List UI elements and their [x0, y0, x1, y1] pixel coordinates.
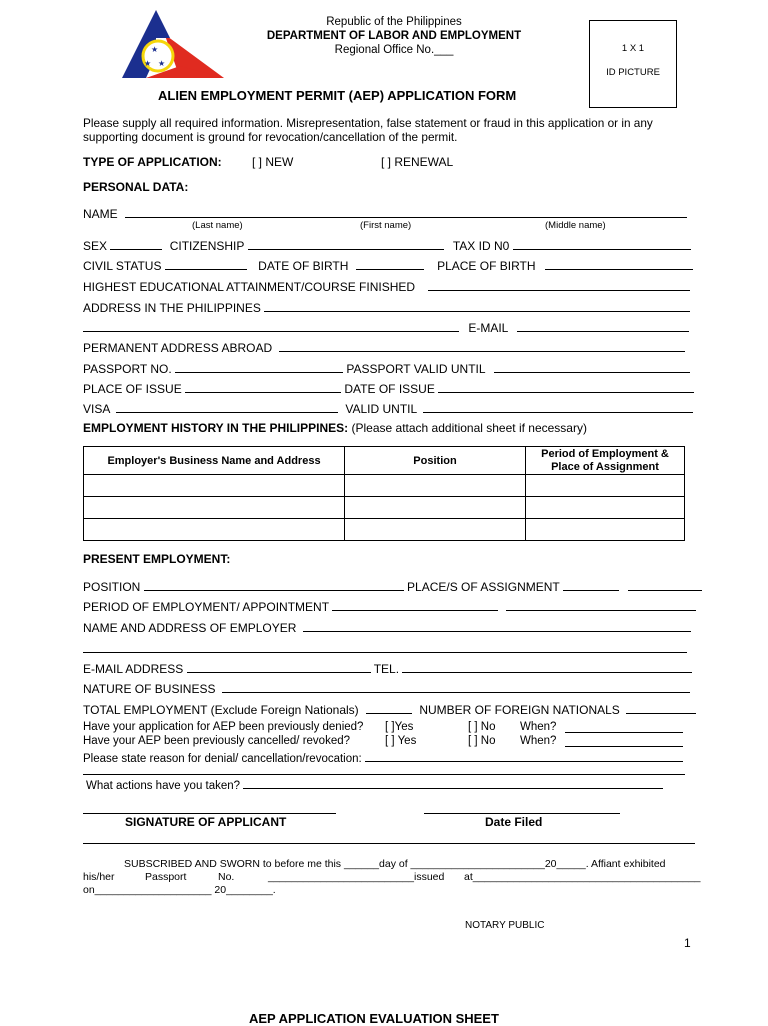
total-employment-field[interactable]: [366, 701, 412, 714]
table-cell[interactable]: [84, 475, 345, 497]
date-filed-line[interactable]: [424, 813, 620, 814]
present-employment-heading: PRESENT EMPLOYMENT:: [83, 552, 231, 566]
email-label: E-MAIL: [468, 321, 508, 335]
permanent-address-label: PERMANENT ADDRESS ABROAD: [83, 341, 273, 355]
education-field[interactable]: [428, 278, 690, 291]
employer-label: NAME AND ADDRESS OF EMPLOYER: [83, 621, 297, 635]
date-of-birth-field[interactable]: [356, 257, 424, 270]
name-label: NAME: [83, 207, 118, 221]
date-of-birth-label: DATE OF BIRTH: [258, 259, 349, 273]
column-period-line-1: Period of Employment &: [541, 447, 669, 460]
total-employment-label: TOTAL EMPLOYMENT (Exclude Foreign Nationals): [83, 703, 359, 717]
table-row: [84, 475, 685, 497]
civil-status-field[interactable]: [165, 257, 247, 270]
oath-no: No.: [218, 871, 235, 883]
valid-until-label: VALID UNTIL: [345, 402, 417, 416]
oath-passport: Passport: [145, 871, 187, 883]
email-field[interactable]: [517, 319, 689, 332]
place-of-issue-field[interactable]: [185, 380, 341, 393]
period-field[interactable]: [332, 598, 498, 611]
civil-status-label: CIVIL STATUS: [83, 259, 162, 273]
svg-text:★: ★: [158, 59, 166, 68]
divider: [83, 843, 695, 844]
column-period-line-2: Place of Assignment: [551, 460, 659, 473]
oath-line-1: SUBSCRIBED AND SWORN to before me this ______day of _______________________20_____. Affiant exhibited: [124, 858, 666, 870]
place-of-issue-label: PLACE OF ISSUE: [83, 382, 182, 396]
oath-line-3: on____________________ 20________.: [83, 884, 276, 896]
address-ph-field-2[interactable]: [83, 319, 459, 332]
signature-of-applicant-label: SIGNATURE OF APPLICANT: [125, 815, 287, 829]
place-of-assignment-label: PLACE/S OF ASSIGNMENT: [407, 580, 560, 594]
place-of-birth-label: PLACE OF BIRTH: [437, 259, 536, 273]
actions-label: What actions have you taken?: [86, 780, 241, 792]
first-name-caption: (First name): [360, 220, 412, 231]
table-cell[interactable]: [526, 519, 685, 541]
denied-when-field[interactable]: [565, 720, 683, 733]
table-cell[interactable]: [526, 497, 685, 519]
email-address-field[interactable]: [187, 660, 371, 673]
place-of-assignment-field-2[interactable]: [628, 578, 702, 591]
id-size-label: 1 X 1: [621, 43, 645, 54]
department-text: DEPARTMENT OF LABOR AND EMPLOYMENT: [266, 30, 522, 42]
table-row: [84, 497, 685, 519]
last-name-caption: (Last name): [192, 220, 243, 231]
denied-when-label: When?: [520, 721, 557, 733]
table-cell[interactable]: [84, 497, 345, 519]
regional-office-text: Regional Office No.___: [334, 44, 454, 56]
valid-until-field[interactable]: [423, 400, 693, 413]
reason-field-2[interactable]: [83, 762, 685, 775]
date-of-issue-field[interactable]: [438, 380, 694, 393]
num-foreign-label: NUMBER OF FOREIGN NATIONALS: [419, 703, 620, 717]
cancelled-when-label: When?: [520, 735, 557, 747]
reason-field[interactable]: [365, 749, 683, 762]
email-address-label: E-MAIL ADDRESS: [83, 662, 184, 676]
dole-logo-icon: [120, 8, 226, 80]
column-position: Position: [345, 447, 526, 475]
nature-label: NATURE OF BUSINESS: [83, 682, 216, 696]
sex-field[interactable]: [110, 237, 162, 250]
passport-no-label: PASSPORT NO.: [83, 362, 172, 376]
table-cell[interactable]: [345, 475, 526, 497]
notice-line-1: Please supply all required information. Misrepresentation, false statement or fraud in this application or in any: [83, 116, 653, 130]
republic-text: Republic of the Philippines: [326, 16, 462, 28]
table-cell[interactable]: [345, 497, 526, 519]
reason-label: Please state reason for denial/ cancellation/revocation:: [83, 753, 362, 765]
employment-history-table: [83, 446, 685, 541]
table-cell[interactable]: [526, 475, 685, 497]
employer-field-2[interactable]: [83, 640, 687, 653]
table-cell[interactable]: [84, 519, 345, 541]
name-field[interactable]: [125, 205, 687, 218]
passport-valid-label: PASSPORT VALID UNTIL: [346, 362, 486, 376]
passport-valid-field[interactable]: [494, 360, 690, 373]
cancelled-no-checkbox[interactable]: [ ] No: [468, 735, 496, 747]
column-employer: Employer's Business Name and Address: [84, 447, 345, 475]
denied-no-checkbox[interactable]: [ ] No: [468, 721, 496, 733]
address-ph-field[interactable]: [264, 299, 690, 312]
page-number: 1: [684, 936, 691, 950]
signature-line[interactable]: [83, 813, 336, 814]
denied-question: Have your application for AEP been previously denied?: [83, 721, 364, 733]
evaluation-sheet-title: AEP APPLICATION EVALUATION SHEET: [249, 1011, 499, 1026]
date-of-issue-label: DATE OF ISSUE: [344, 382, 435, 396]
employment-history-heading: [83, 421, 587, 435]
oath-issued: _________________________issued: [268, 871, 445, 883]
cancelled-when-field[interactable]: [565, 734, 683, 747]
personal-data-heading: PERSONAL DATA:: [83, 180, 189, 194]
svg-text:★: ★: [144, 59, 152, 68]
permanent-address-field[interactable]: [279, 339, 685, 352]
place-of-assignment-field[interactable]: [563, 578, 619, 591]
column-period: [526, 447, 685, 475]
notice-line-2: supporting document is ground for revocation/cancellation of the permit.: [83, 130, 458, 144]
id-picture-box[interactable]: [589, 20, 677, 108]
tel-label: TEL.: [373, 662, 400, 676]
denied-yes-checkbox[interactable]: [ ]Yes: [385, 721, 414, 733]
renewal-checkbox[interactable]: [ ] RENEWAL: [381, 155, 454, 169]
citizenship-field[interactable]: [248, 237, 444, 250]
visa-label: VISA: [83, 402, 110, 416]
period-field-2[interactable]: [506, 598, 696, 611]
notary-public-label: NOTARY PUBLIC: [465, 920, 545, 931]
period-label: PERIOD OF EMPLOYMENT/ APPOINTMENT: [83, 600, 329, 614]
nature-field[interactable]: [222, 680, 690, 693]
citizenship-label: CITIZENSHIP: [169, 239, 245, 253]
employment-history-note: (Please attach additional sheet if necessary): [351, 421, 587, 435]
tel-field[interactable]: [402, 660, 692, 673]
id-picture-label: ID PICTURE: [606, 67, 660, 78]
cancelled-yes-checkbox[interactable]: [ ] Yes: [385, 735, 417, 747]
form-title: ALIEN EMPLOYMENT PERMIT (AEP) APPLICATION FORM: [158, 88, 517, 103]
sex-label: SEX: [83, 239, 108, 253]
tax-id-field[interactable]: [513, 237, 691, 250]
employment-history-title: EMPLOYMENT HISTORY IN THE PHILIPPINES:: [83, 421, 349, 435]
date-filed-label: Date Filed: [485, 815, 543, 829]
new-checkbox[interactable]: [ ] NEW: [252, 155, 294, 169]
place-of-birth-field[interactable]: [545, 257, 693, 270]
passport-no-field[interactable]: [175, 360, 343, 373]
oath-his-her: his/her: [83, 871, 115, 883]
oath-at: at_______________________________________: [464, 871, 701, 883]
position-field[interactable]: [144, 578, 404, 591]
visa-field[interactable]: [116, 400, 338, 413]
type-of-application-label: TYPE OF APPLICATION:: [83, 155, 222, 169]
tax-id-label: TAX ID N0: [452, 239, 510, 253]
education-label: HIGHEST EDUCATIONAL ATTAINMENT/COURSE FINISHED: [83, 280, 416, 294]
svg-text:★: ★: [151, 45, 159, 54]
num-foreign-field[interactable]: [626, 701, 696, 714]
table-row: [84, 519, 685, 541]
address-ph-label: ADDRESS IN THE PHILIPPINES: [83, 301, 261, 315]
employer-field[interactable]: [303, 619, 691, 632]
actions-field[interactable]: [243, 776, 663, 789]
table-cell[interactable]: [345, 519, 526, 541]
middle-name-caption: (Middle name): [545, 220, 606, 231]
position-label: POSITION: [83, 580, 141, 594]
cancelled-question: Have your AEP been previously cancelled/ revoked?: [83, 735, 351, 747]
